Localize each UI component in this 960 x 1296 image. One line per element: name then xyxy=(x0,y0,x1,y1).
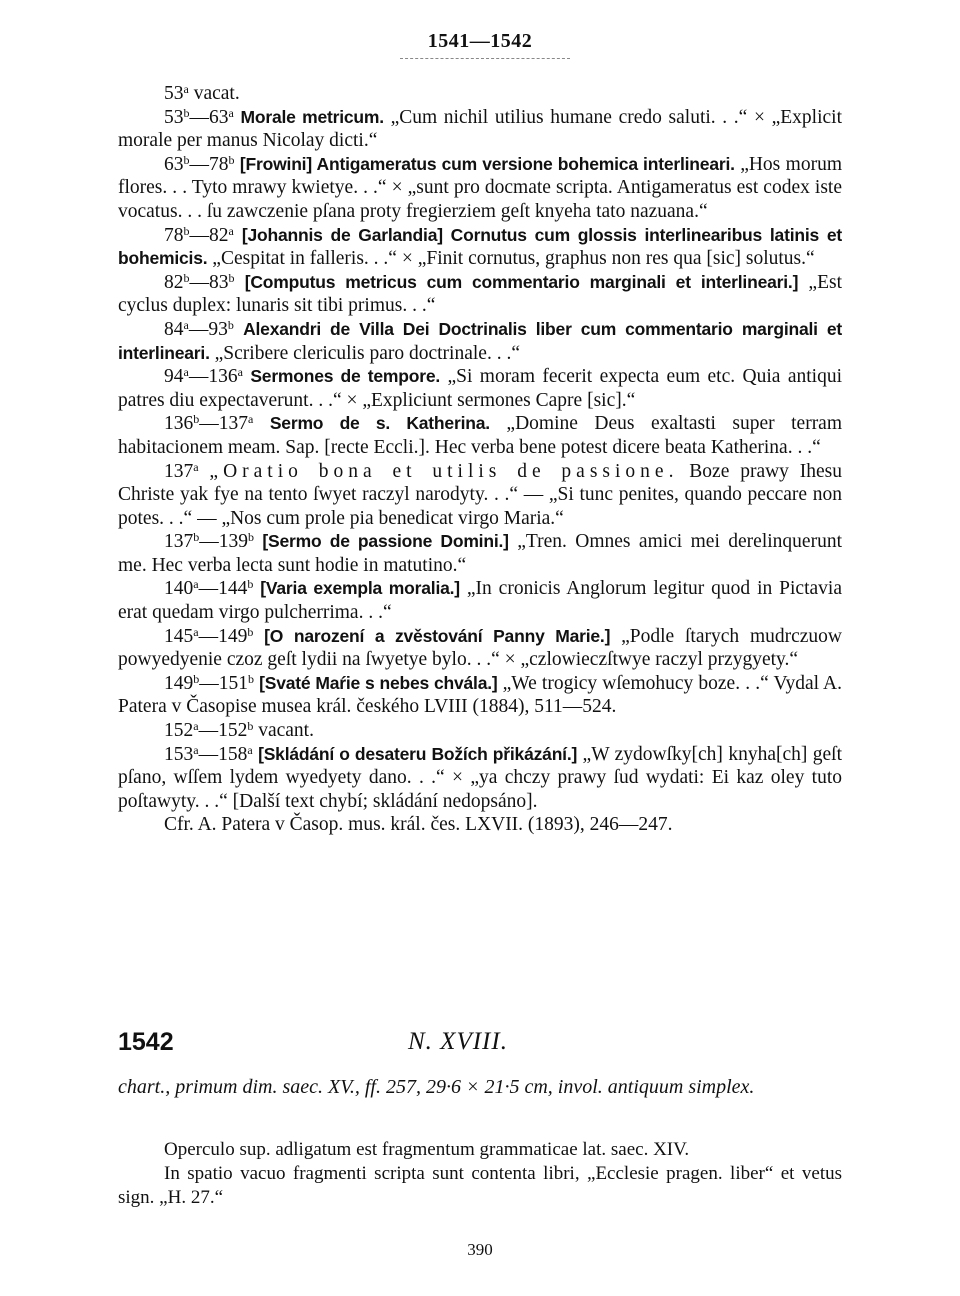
catalog-item xyxy=(118,530,842,577)
folio-end: 144 xyxy=(218,578,248,600)
folio-side: a xyxy=(228,223,234,238)
header-rule xyxy=(400,58,570,59)
folio-side: a xyxy=(193,577,199,592)
folio-start: 53 xyxy=(164,83,184,104)
folio-start: 78 xyxy=(164,224,184,246)
folio-side: a xyxy=(228,105,234,120)
folio-start: 82 xyxy=(164,271,184,293)
citation: Cfr. A. Patera v Časop. mus. král. čes. LXVII. (1893), 246—247. xyxy=(164,814,673,836)
item-text: „Hos morum flores. . . Tyto mrawy kwietye. . .“ × „sunt pro docmate scripta. Antigameratus est codex iste vocatus. . . ſu zawczenie pſana proty fregierziem geſt knyeha tato nazuana.“ xyxy=(118,153,843,222)
item-title: [Skládání o desateru Božích přikázání.] xyxy=(258,743,578,764)
item-title: [Svaté Maŕie s nebes chvála.] xyxy=(259,672,498,693)
folio-side: b xyxy=(248,671,254,686)
item-text: „In cronicis Anglorum legitur quod in Pictavia erat quedam virgo pulcherrima. . .“ xyxy=(118,578,842,624)
folio-end: 149 xyxy=(218,625,248,647)
folio-side: a xyxy=(193,742,199,757)
folio-side: b xyxy=(228,270,235,285)
folio-start: 140 xyxy=(164,578,194,600)
catalog-item xyxy=(118,625,842,672)
item-text: vacat. xyxy=(193,83,240,104)
folio-start: 152 xyxy=(164,720,194,742)
item-title: Sermo de s. Katherina. xyxy=(269,413,490,434)
catalog-item xyxy=(118,365,842,412)
item-text: „Tren. Omnes amici mei derelinquerunt me. Hec verba lecta sunt hodie in matutino.“ xyxy=(118,531,842,576)
folio-side: b xyxy=(228,152,235,167)
folio-side: b xyxy=(193,412,200,427)
item-title: Sermones de tempore. xyxy=(250,366,441,387)
folio-start: 94 xyxy=(164,366,184,388)
folio-end: 93 xyxy=(208,318,228,340)
folio-side: a xyxy=(193,719,199,734)
catalog-entry-header xyxy=(118,1028,842,1060)
folio-start: 137 xyxy=(164,460,194,482)
item-title-spaced: „Oratio bona et utilis de passione. xyxy=(209,460,679,482)
catalog-item xyxy=(118,318,842,365)
item-title: Morale metricum. xyxy=(240,106,384,127)
notes-block xyxy=(118,1138,842,1210)
item-title: Alexandri de Villa Dei Doctrinalis liber cum commentario marginali et interlineari. xyxy=(118,318,843,363)
range-dash: — xyxy=(198,578,219,600)
folio-start: 53 xyxy=(164,106,184,128)
catalog-item xyxy=(118,577,842,624)
catalog-item xyxy=(118,672,842,719)
folio-end: 152 xyxy=(218,720,248,742)
folio-start: 84 xyxy=(164,318,184,340)
folio-side: b xyxy=(193,530,200,545)
folio-end: 139 xyxy=(218,531,248,553)
folio-side: b xyxy=(247,577,254,592)
page-number: 390 xyxy=(467,1240,493,1259)
range-dash: — xyxy=(188,366,209,388)
folio-side: b xyxy=(247,624,254,639)
folio-side: b xyxy=(183,152,190,167)
item-title: [O narození a zvěstování Panny Marie.] xyxy=(264,625,611,646)
entry-list xyxy=(118,82,842,837)
folio-side: b xyxy=(247,719,254,734)
item-text: „Domine Deus exaltasti super terram habitacionem meam. Sap. [recte Eccli.]. Hec verba bene potest dicere beata Katherina. . .“ xyxy=(118,413,843,458)
range-dash: — xyxy=(189,224,209,246)
folio-side: b xyxy=(193,671,200,686)
folio-side: b xyxy=(183,105,190,120)
running-head: 1541—1542 xyxy=(427,30,533,52)
item-text: „Est cyclus duplex: lunaris sit tibi primus. . .“ xyxy=(118,271,843,317)
folio-start: 63 xyxy=(164,153,184,175)
folio-side: a xyxy=(183,317,189,332)
folio-start: 149 xyxy=(164,672,194,694)
item-text: „Cum nichil utilius humane credo saluti. . .“ × „Explicit morale per manus Nicolay dicti.“ xyxy=(118,106,842,152)
range-dash: — xyxy=(198,625,219,647)
catalog-item xyxy=(118,412,842,459)
item-text: „We trogicy wſemohucy boze. . .“ Vydal A. Patera v Časopise musea král. českého LVIII (1884), 511—524. xyxy=(118,672,843,718)
folio-end: 82 xyxy=(209,224,229,246)
range-dash: — xyxy=(198,743,219,765)
note-paragraph: In spatio vacuo fragmenti scripta sunt contenta libri, „Ecclesie pragen. liber“ et vetus sign. „H. 27.“ xyxy=(118,1163,842,1208)
folio-side: b xyxy=(183,270,190,285)
item-title: [Computus metricus cum commentario marginali et interlineari.] xyxy=(244,271,799,292)
range-dash: — xyxy=(199,672,219,694)
item-text: „Scribere clericulis paro doctrinale. . .“ xyxy=(209,342,520,364)
item-text: vacant. xyxy=(258,720,314,742)
catalog-item xyxy=(118,743,842,814)
catalog-item xyxy=(118,271,842,318)
catalog-item xyxy=(118,82,842,106)
folio-start: 153 xyxy=(164,743,194,765)
item-text: Boze prawy Ihesu Christe yak fye na tento ſwyet raczyl narodyty. . .“ — „Si tunc penites, quando peccare non potes. . .“ — „Nos cum prole pia benedicat virgo Maria.“ xyxy=(118,460,842,529)
note-paragraph: Operculo sup. adligatum est fragmentum grammaticae lat. saec. XIV. xyxy=(164,1139,690,1160)
folio-start: 145 xyxy=(164,625,194,647)
folio-end: 151 xyxy=(218,672,248,694)
folio-side: a xyxy=(183,82,189,96)
folio-start: 137 xyxy=(164,531,194,553)
catalog-item xyxy=(118,460,842,531)
item-title: [Johannis de Garlandia] Cornutus cum glossis interlinearibus latinis et bohemicis. xyxy=(118,224,842,269)
folio-end: 137 xyxy=(218,413,248,435)
folio-end: 158 xyxy=(218,743,248,765)
folio-side: b xyxy=(227,317,234,332)
folio-end: 136 xyxy=(208,366,238,388)
manuscript-description: chart., primum dim. saec. XV., ff. 257, 29·6 × 21·5 cm, invol. antiquum simplex. xyxy=(118,1076,755,1098)
item-title: [Varia exempla moralia.] xyxy=(260,578,460,599)
folio-side: a xyxy=(247,742,253,757)
item-title: [Sermo de passione Domini.] xyxy=(262,531,509,552)
item-text: „Cespitat in falleris. . .“ × „Finit cornutus, graphus non res qua [sic] solutus.“ xyxy=(207,248,815,270)
range-dash: — xyxy=(189,271,209,293)
catalog-item xyxy=(118,719,842,743)
entry-signature: N. XVIII. xyxy=(408,1028,508,1055)
folio-end: 63 xyxy=(209,106,229,128)
item-title: [Frowini] Antigameratus cum versione bohemica interlineari. xyxy=(239,153,735,174)
folio-end: 83 xyxy=(209,271,229,293)
catalog-item xyxy=(118,153,842,224)
range-dash: — xyxy=(188,318,209,340)
folio-side: a xyxy=(248,412,254,427)
range-dash: — xyxy=(189,106,209,128)
folio-side: a xyxy=(183,365,189,380)
range-dash: — xyxy=(199,413,219,435)
folio-side: b xyxy=(183,223,190,238)
item-text: „Podle ſtarych mudrczuow powyedyenie czoz geſt lydii na ſwyetye bylo. . .“ × „czlowieczſtwye raczyl przygyety.“ xyxy=(118,625,843,671)
folio-side: a xyxy=(237,365,243,380)
item-text: „Si moram fecerit expecta eum etc. Quia antiqui patres diu expectaverunt. . .“ × „Expliciunt sermones Capre [sic].“ xyxy=(118,366,842,411)
folio-start: 136 xyxy=(164,413,194,435)
item-text: „W zydowſky[ch] knyha[ch] geſt pſano, wſſem lydem wyedyety dano. . .“ × „ya chczy prawy ſud wydati: Ei kaz oley tuto poſtawyty. . .“ [Další text chybí; skládání nedopsáno]. xyxy=(118,743,843,812)
folio-side: a xyxy=(193,459,199,474)
range-dash: — xyxy=(189,153,209,175)
folio-side: b xyxy=(248,530,254,545)
catalog-item xyxy=(118,106,842,153)
folio-side: a xyxy=(193,624,199,639)
range-dash: — xyxy=(199,531,219,553)
entry-number: 1542 xyxy=(118,1028,174,1056)
folio-end: 78 xyxy=(209,153,229,175)
range-dash: — xyxy=(198,720,219,742)
catalog-item xyxy=(118,224,842,271)
